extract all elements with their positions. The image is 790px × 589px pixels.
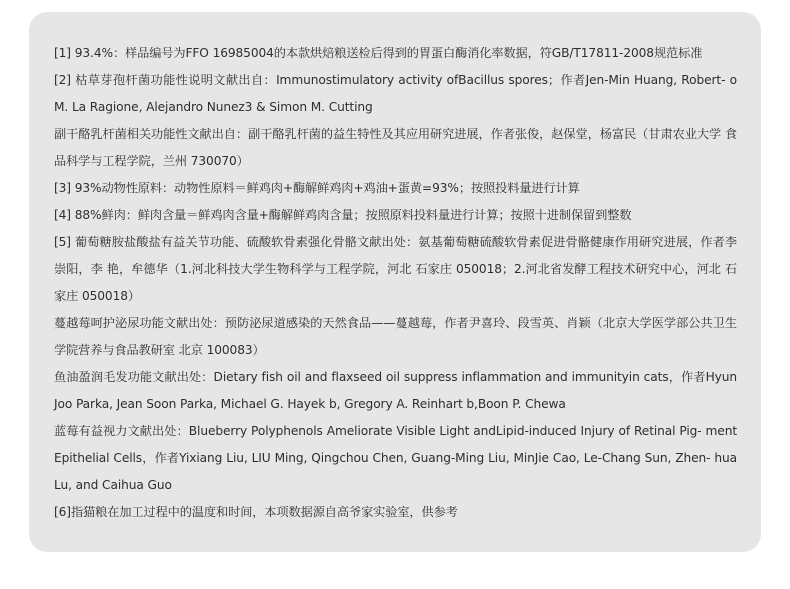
references-panel <box>29 12 761 552</box>
note-blueberry-reference: 蓝莓有益视力文献出处：Blueberry Polyphenols Ameliorate Visible Light andLipid-induced Injury of Retinal Pig- ment Epithelial Cells，作者Yixiang Liu, LIU Ming, Qingchou Chen, Guang-Ming Liu, MinJie Cao, Le-Chang Sun, Zhen- hua Lu, and Caihua Guo <box>54 424 737 492</box>
note-4-fresh-meat: [4] 88%鲜肉：鲜肉含量＝鲜鸡肉含量+酶解鲜鸡肉含量；按照原料投料量进行计算；按照十进制保留到整数 <box>54 208 632 222</box>
note-6-processing-data: [6]指猫粮在加工过程中的温度和时间，本项数据源自高爷家实验室，供参考 <box>54 505 458 519</box>
note-2-bacillus-reference: [2] 枯草芽孢杆菌功能性说明文献出自：Immunostimulatory activity ofBacillus spores；作者Jen-Min Huang, Robert- o M. La Ragione, Alejandro Nunez3 & Simon M. Cutting <box>54 73 737 114</box>
note-3-animal-ingredients: [3] 93%动物性原料：动物性原料＝鲜鸡肉+酶解鲜鸡肉+鸡油+蛋黄=93%；按照投料量进行计算 <box>54 181 580 195</box>
note-lactobacillus-reference: 副干酪乳杆菌相关功能性文献出自：副干酪乳杆菌的益生特性及其应用研究进展，作者张俊，赵保堂，杨富民（甘肃农业大学 食品科学与工程学院，兰州 730070） <box>54 127 737 168</box>
note-1-pepsin-digestibility: [1] 93.4%：样品编号为FFO 16985004的本款烘焙粮送检后得到的胃蛋白酶消化率数据，符GB/T17811-2008规范标准 <box>54 46 703 60</box>
note-5-glucosamine-reference: [5] 葡萄糖胺盐酸盐有益关节功能、硫酸软骨素强化骨骼文献出处：氨基葡萄糖硫酸软骨素促进骨骼健康作用研究进展，作者李崇阳，李 艳，牟德华（1.河北科技大学生物科学与工程学院，河北 石家庄 050018；2.河北省发酵工程技术研究中心，河北 石家庄 050018） <box>54 235 737 303</box>
note-cranberry-reference: 蔓越莓呵护泌尿功能文献出处：预防泌尿道感染的天然食品——蔓越莓，作者尹喜玲、段雪英、肖颖（北京大学医学部公共卫生学院营养与食品教研室 北京 100083） <box>54 316 737 357</box>
note-fish-oil-reference: 鱼油盈润毛发功能文献出处：Dietary fish oil and flaxseed oil suppress inflammation and immunityin cats，作者Hyun Joo Parka, Jean Soon Parka, Michael G. Hayek b, Gregory A. Reinhart b,Boon P. Chewa <box>54 370 737 411</box>
